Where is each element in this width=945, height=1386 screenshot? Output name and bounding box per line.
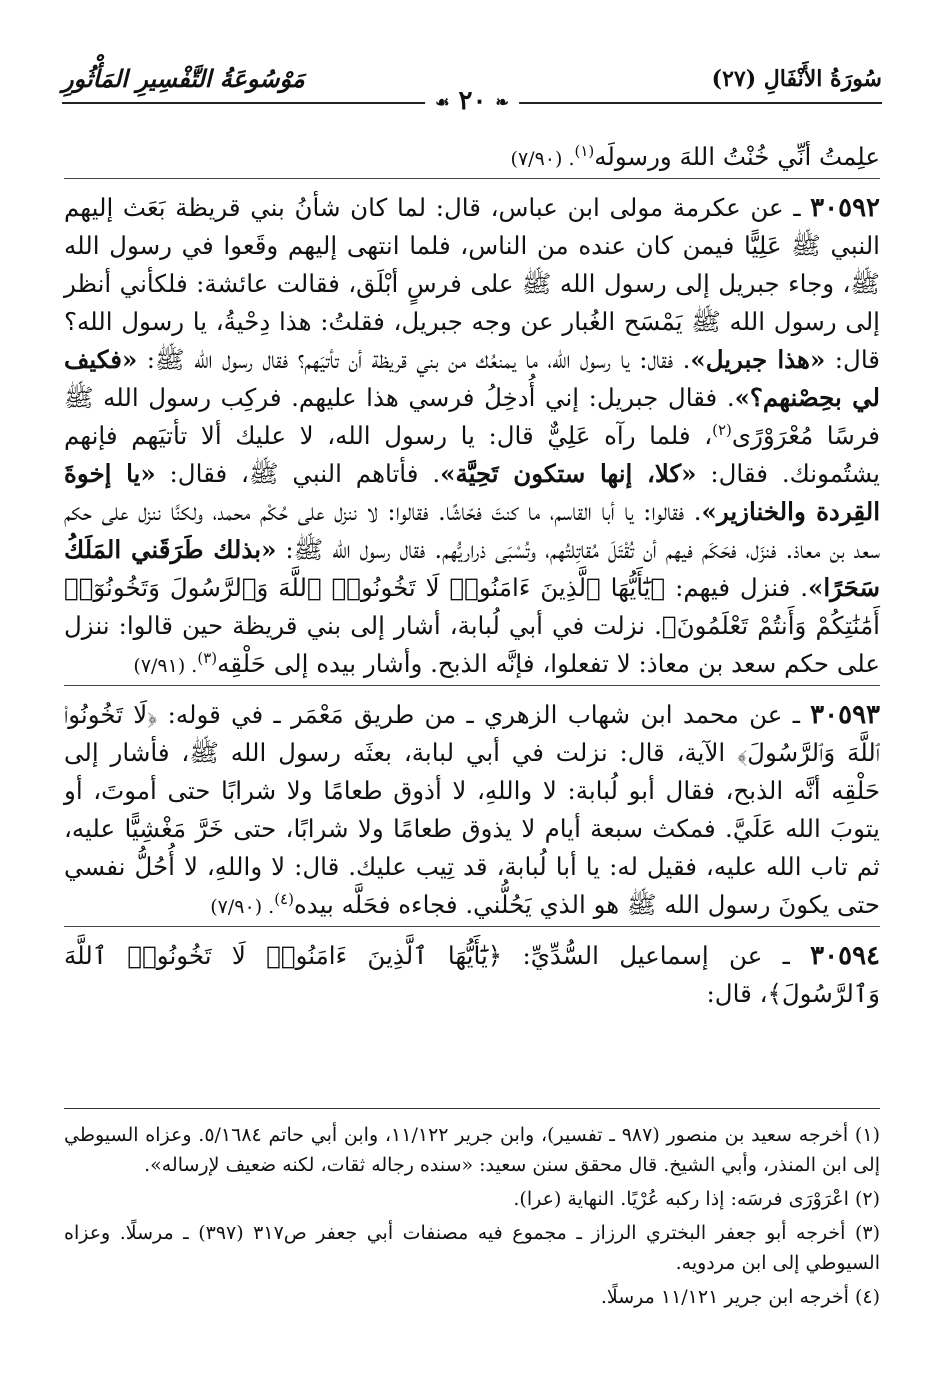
entry-number: ٣٠٥٩٣: [810, 700, 880, 730]
entry-text: ـ عن محمد ابن شهاب الزهري ـ من طريق مَعْمَر ـ في قوله: ﴿لَا تَخُونُوا۟ ٱللَّهَ وَٱلرَّسُولَ﴾ الآية، قال: نزلت في أبي لبابة، بعثَه رسول الله ﷺ، فأشار إلى حَلْقِه أنَّه الذبح، فقال أبو لُبابة: لا واللهِ، لا أذوق طعامًا ولا شرابًا حتى أموتَ، أو يتوبَ الله عَلَيَّ. فمكث سبعة أيام لا يذوق طعامًا ولا شرابًا، حتى خَرَّ مَغْشِيًّا عليه، ثم تاب الله عليه، فقيل له: يا أبا لُبابة، قد تِيب عليك. قال: لا واللهِ، لا أُحُلُّ نفسي حتى يكونَ رسول الله ﷺ هو الذي يَحُلُّني. فجاءه فحَلَّه بيده: [64, 700, 880, 919]
main-text: [64, 138, 880, 1013]
footnote-marker: (١): [574, 141, 595, 160]
bold-quote: «يا إخوةَ القِردة والخنازير»: [64, 459, 881, 526]
footnote-marker: (٤): [274, 889, 294, 908]
surah-title: سُورَةُ الأَنْفَالِ (٢٧): [711, 66, 882, 92]
page-number: ٢٠: [458, 86, 487, 116]
ornament-icon: ❧: [495, 92, 509, 112]
volume-reference: . (٧/٩١): [133, 655, 198, 677]
entry-text: . فنزل فيهم: ﴿يَٰٓأَيُّهَا ٱلَّذِينَ ءَامَنُوا۟ لَا تَخُونُوا۟ ٱللَّهَ وَٱلرَّسُولَ وَتَخُونُوٓا۟ أَمَٰنَٰتِكُمْ وَأَنتُمْ تَعْلَمُونَ﴾. نزلت في أبي لُبابة، أشار إلى بني قريظة حين قالوا: ننزل على حكم سعد بن معاذ: لا تفعلوا، فإنَّه الذبح. وأشار بيده إلى حَلْقِه: [64, 573, 880, 678]
footnotes: [64, 1120, 880, 1316]
footnote-marker: (٢): [712, 420, 732, 439]
footnote: (٢) اعْرَوْرَى فرسَه: إذا ركبه عُرْيًا. النهاية (عرا).: [513, 1188, 880, 1210]
entry-30594: [64, 926, 880, 1013]
bold-quote: «فكيف لي بحِصْنهم؟»: [64, 345, 880, 412]
entry-text: . فقال جبريل: إني أُدخِلُ فرسي هذا عليهم. فركِب رسول الله ﷺ فرسًا مُعْرَوْرًى: [64, 383, 881, 450]
entry-text: ـ عن إسماعيل السُّدِّيِّ: ﴿يَٰٓأَيُّهَا ٱلَّذِينَ ءَامَنُوا۟ لَا تَخُونُوا۟ ٱللَّهَ وَٱلرَّسُولَ﴾، قال:: [64, 941, 880, 1008]
book-title: مَوْسُوعَةُ التَّفْسِيرِ المَأْثُورِ: [62, 64, 305, 93]
running-header: [62, 60, 882, 120]
page-number-box: [425, 86, 519, 116]
entry-text: ـ عن عكرمة مولى ابن عباس، قال: لما كان شأنُ بني قريظة بَعَث إليهم النبي ﷺ عَلِيًّا فيمن كان عنده من الناس، فلما انتهى إليهم وقَعوا في رسول الله ﷺ، وجاء جبريل إلى رسول الله ﷺ على فرسٍ أبْلَق، فقالت عائشة: فلكأني أنظر إلى رسول الله ﷺ يَمْسَح الغُبار عن وجه جبريل، فقلتُ: هذا دِحْيةُ، يا رسول الله؟ قال:: [64, 193, 880, 374]
entry-text: . فأتاهم النبي ﷺ، فقال:: [155, 459, 441, 488]
bold-quote: «كلا، إنها ستكون تَحِيَّة»: [440, 459, 697, 488]
ornament-icon: ☙: [435, 92, 450, 112]
volume-reference: . (٧/٩٠): [510, 148, 575, 170]
entry-number: ٣٠٥٩٢: [810, 193, 880, 223]
entry-number: ٣٠٥٩٤: [810, 941, 880, 971]
entry-30592: [64, 178, 880, 685]
bold-quote: «هذا جبريل»: [690, 345, 826, 374]
footnote-rule: [64, 1108, 880, 1109]
entry-text: ، فلما رآه عَلِيٌّ قال: يا رسول الله، لا عليك ألا تأتيَهم فإنهم يشتُمونك. فقال:: [64, 421, 880, 488]
volume-reference: . (٧/٩٠): [210, 896, 275, 918]
footnote: (٤) أخرجه ابن جرير ١١/١٢١ مرسلًا.: [600, 1286, 880, 1308]
footnote-marker: (٣): [197, 648, 218, 667]
entry-30593: [64, 685, 880, 926]
carryover-text: علِمتُ أنِّي خُنْتُ اللهَ ورسولَه: [594, 142, 880, 171]
entry-text: . فقالوا: يا أبا القاسم، ما كنتَ فحّاشًا. فقالوا: لا ننزل على حُكْم محمد، ولكنَّا ننزل على حكم سعد بن معاذ. فنزَل، فحَكَم فيهم أن تُقْتَلَ مُقاتِلتُهم، وتُسْبَى ذراريُّهم. فقال رسول الله ﷺ:: [64, 497, 881, 564]
entry-text: . فقال: يا رسول الله، ما يمنعُك من بني قريظة أن تأتيَهم؟ فقال رسول الله ﷺ:: [137, 345, 691, 374]
carryover-paragraph: [64, 138, 880, 178]
bold-quote: «بذلك طَرَقَني المَلَكُ سَحَرًا»: [64, 535, 880, 602]
footnote: (٣) أخرجه أبو جعفر البختري الرزاز ـ مجموع فيه مصنفات أبي جعفر ص٣١٧ (٣٩٧) ـ مرسلًا. وعزاه السيوطي إلى ابن مردويه.: [64, 1222, 880, 1274]
footnote: (١) أخرجه سعيد بن منصور (٩٨٧ ـ تفسير)، وابن جرير ١١/١٢٢، وابن أبي حاتم ٥/١٦٨٤. وعزاه السيوطي إلى ابن المنذر، وأبي الشيخ. قال محقق سنن سعيد: «سنده رجاله ثقات، لكنه ضعيف لإرساله».: [64, 1124, 880, 1176]
